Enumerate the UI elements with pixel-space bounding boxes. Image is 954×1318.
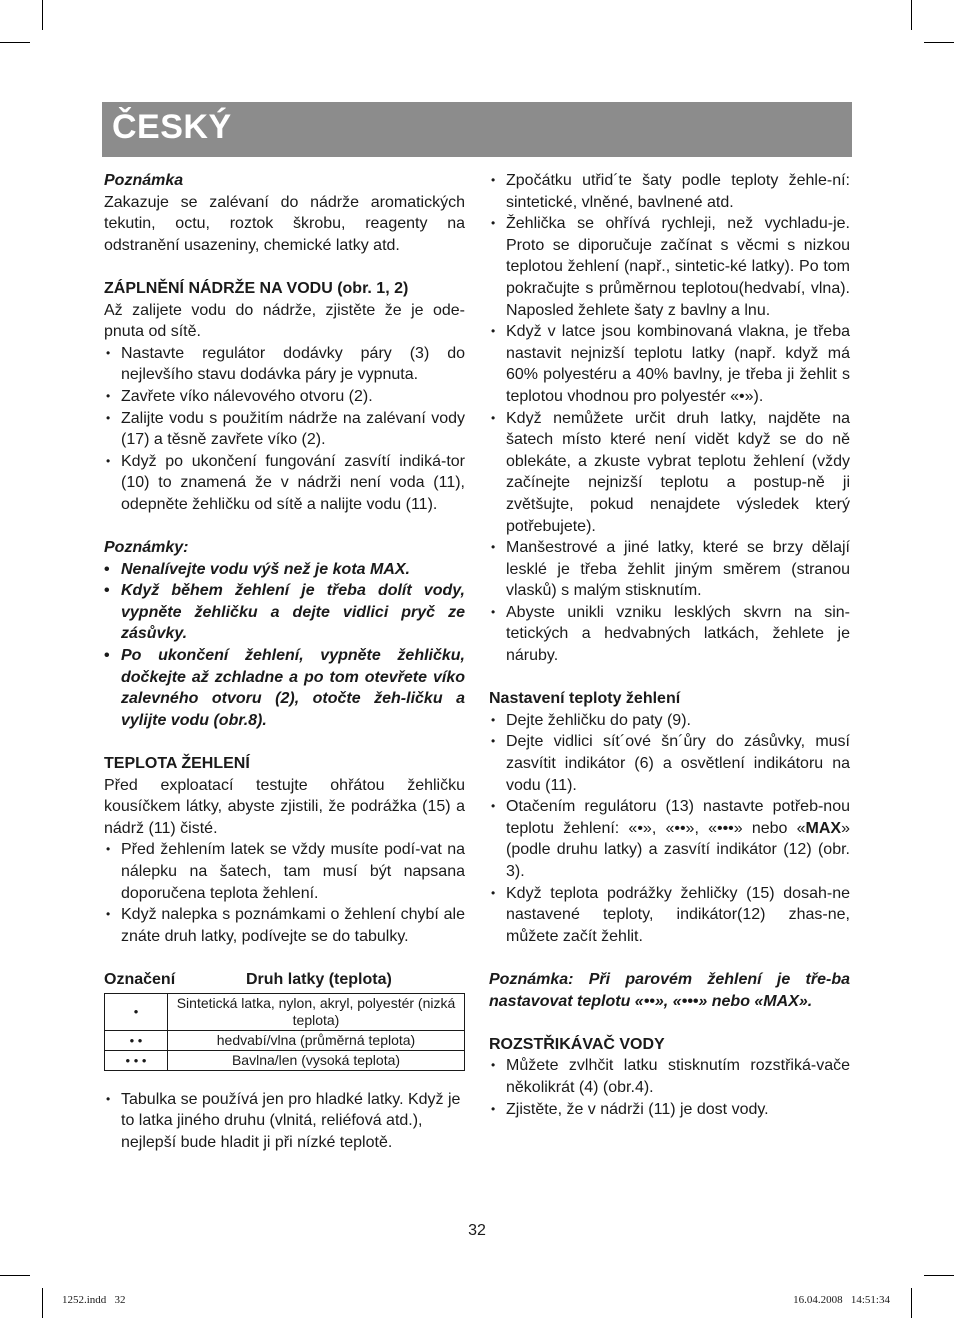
- list-item: • Dejte vidlici sít´ové šn´ůry do zásůvky, musí zasvítit indikátor (6) a osvětlení indikátoru na vodu (11).: [489, 731, 850, 796]
- crop-mark: [42, 1288, 43, 1318]
- table-cell-desc: hedvabí/vlna (průměrná teplota): [168, 1030, 465, 1050]
- spray-list: [489, 1055, 850, 1120]
- fill-tank-list: [104, 343, 465, 516]
- notes-heading: Poznámky:: [104, 539, 189, 557]
- fill-tank-text: Až zalijete vodu do nádrže, zjistěte že je ode-pnuta od sítě.: [104, 301, 465, 341]
- crop-mark: [924, 42, 954, 43]
- list-item: • Když teplota podrážky žehličky (15) dosah-ne nastavené teploty, indikátor(12) zhas-ne, můžete začít žehlit.: [489, 883, 850, 948]
- table-col-fabric: Druh latky (teplota): [246, 970, 392, 988]
- language-header: [102, 102, 852, 157]
- list-item: • Žehlička se ohřívá rychleji, než vychladu-je. Proto se diporučuje začínat s věcmi s nizkou teplotou žehlení (např., sintetic-ké latky). Po tom pokračujte s průměrnou teplotou(hedvabí, vlna). Naposled žehlete šaty z bavlny a lnu.: [489, 213, 850, 321]
- list-item: • Před žehlením latek se vždy musíte podí-vat na nálepku na šatech, tam musí být napsana doporučena teplota žehlení.: [104, 839, 465, 904]
- table-col-mark: Označení: [104, 970, 176, 988]
- fill-tank-heading: ZÁPLNĚNÍ NÁDRŽE NA VODU (obr. 1, 2): [104, 279, 409, 297]
- list-item: • Nastavte regulátor dodávky páry (3) do nejlevšího stavu dodávka páry je vypnuta.: [104, 343, 465, 386]
- crop-mark: [911, 0, 912, 30]
- page-title: ČESKÝ: [112, 108, 232, 146]
- crop-mark: [911, 1288, 912, 1318]
- crop-mark: [42, 0, 43, 30]
- list-item: • Zavřete víko nálevového otvoru (2).: [104, 386, 465, 408]
- right-column: [489, 170, 850, 1120]
- list-item: • Když nalepka s poznámkami o žehlení chybí ale znáte druh latky, podívejte se do tabulky.: [104, 904, 465, 947]
- note-text: Zakazuje se zalévaní do nádrže aromatických tekutin, octu, roztok škrobu, reagenty na odstranění usazeniny, chemické latky atd.: [104, 193, 465, 254]
- footer-file: 1252.indd 32: [62, 1294, 126, 1306]
- list-item-text: Otačením regulátoru (13) nastavte potřeb-nou teplotu žehlení: «•», «••», «•••» nebo «: [506, 798, 850, 837]
- list-item: • Zpočátku utřid´te šaty podle teploty žehle-ní: sintetické, vlněné, bavlnené atd.: [489, 170, 850, 213]
- spray-heading: ROZSTŘIKÁVAČ VODY: [489, 1035, 665, 1053]
- temperature-text: Před exploatací testujte ohřátou žehličku kousíčkem látky, abyste zjistili, že podrážka (15) a nádrž (11) čisté.: [104, 776, 465, 837]
- list-item: [489, 796, 850, 882]
- list-item: • Když v latce jsou kombinovaná vlakna, je třeba nastavit nejnizší teplotu latky (např. když má 60% polyestéru a 40% bavlny, je třeba ji žehlit s teplotou vhodnou pro polyestér «•»).: [489, 321, 850, 407]
- notes-list: [104, 559, 465, 732]
- list-item: • Abyste unikli vzniku lesklých skvrn na sin-tetických a hedvabných latkách, žehlete je náruby.: [489, 602, 850, 667]
- table-note-list: [104, 1089, 465, 1154]
- page-number: 32: [468, 1222, 486, 1239]
- list-item: • Po ukončení žehlení, vypněte žehličku, dočkejte až zchladne a po tom otevřete víko zalevného otvoru (2), otočte žeh-ličku a vylijte vodu (obr.8).: [104, 645, 465, 731]
- temperature-list: [104, 839, 465, 947]
- list-item-text: » (podle druhu latky) a zasvítí indikátor (12) (obr. 3).: [506, 819, 850, 880]
- steam-note: Poznámka: Při parovém žehlení je tře-ba nastavovat teplotu «••», «•••» nebo «MAX».: [489, 970, 850, 1010]
- table-row: [105, 1030, 465, 1050]
- table-cell-mark: • •: [105, 1030, 168, 1050]
- sorting-list: [489, 170, 850, 667]
- list-item: • Když během žehlení je třeba dolít vody, vypněte žehličku a dejte vidlici pryč ze zásůvky.: [104, 580, 465, 645]
- temperature-table: [104, 993, 465, 1071]
- table-row: [105, 1050, 465, 1070]
- table-cell-desc: Bavlna/len (vysoká teplota): [168, 1050, 465, 1070]
- list-item: • Dejte žehličku do paty (9).: [489, 710, 850, 732]
- list-item: • Zjistěte, že v nádrži (11) je dost vody.: [489, 1099, 850, 1121]
- crop-mark: [924, 1275, 954, 1276]
- crop-mark: [0, 1275, 30, 1276]
- table-cell-mark: •: [105, 993, 168, 1030]
- list-item: • Můžete zvlhčit latku stisknutím rozstřiká-vače několikrát (4) (obr.4).: [489, 1055, 850, 1098]
- table-cell-desc: Sintetická latka, nylon, akryl, polyestér (nizká teplota): [168, 993, 465, 1030]
- table-header: [104, 969, 465, 991]
- list-item: • Když po ukončení fungování zasvítí indiká-tor (10) to znamená že v nádrži není voda (11), odepněte žehličku od sítě a nalijte vodu (11).: [104, 451, 465, 516]
- table-row: [105, 993, 465, 1030]
- list-item: • Nenalívejte vodu výš než je kota MAX.: [104, 559, 465, 581]
- table-cell-mark: • • •: [105, 1050, 168, 1070]
- setting-heading: Nastavení teploty žehlení: [489, 690, 681, 708]
- list-item: • Manšestrové a jiné latky, které se brzy dělají lesklé je třeba žehlit jiným směrem (stranou vlasků) s malým stisknutím.: [489, 537, 850, 602]
- max-label: MAX: [805, 819, 842, 837]
- setting-list: [489, 710, 850, 948]
- temperature-heading: TEPLOTA ŽEHLENÍ: [104, 755, 250, 773]
- note-heading: Poznámka: [104, 172, 184, 189]
- crop-mark: [0, 42, 30, 43]
- list-item: • Když nemůžete určit druh latky, najděte na šatech místo které není vidět když se do ně oblekáte, a zkuste vybrat teplotu žehlení (vždy začínejte nejnizší teplotu a postup-ně ji zvětšujte, pokud nenajdete výsledek který potřebujete).: [489, 408, 850, 538]
- left-column: [104, 170, 465, 1153]
- list-item: • Tabulka se používá jen pro hladké latky. Když je to latka jiného druhu (vlnitá, reliéfová atd.), nejlepší bude hladit ji při nízké teplotě.: [104, 1089, 465, 1154]
- footer-date: 16.04.2008 14:51:34: [793, 1294, 890, 1306]
- list-item: • Zalijte vodu s použitím nádrže na zalévaní vody (17) a těsně zavřete víko (2).: [104, 408, 465, 451]
